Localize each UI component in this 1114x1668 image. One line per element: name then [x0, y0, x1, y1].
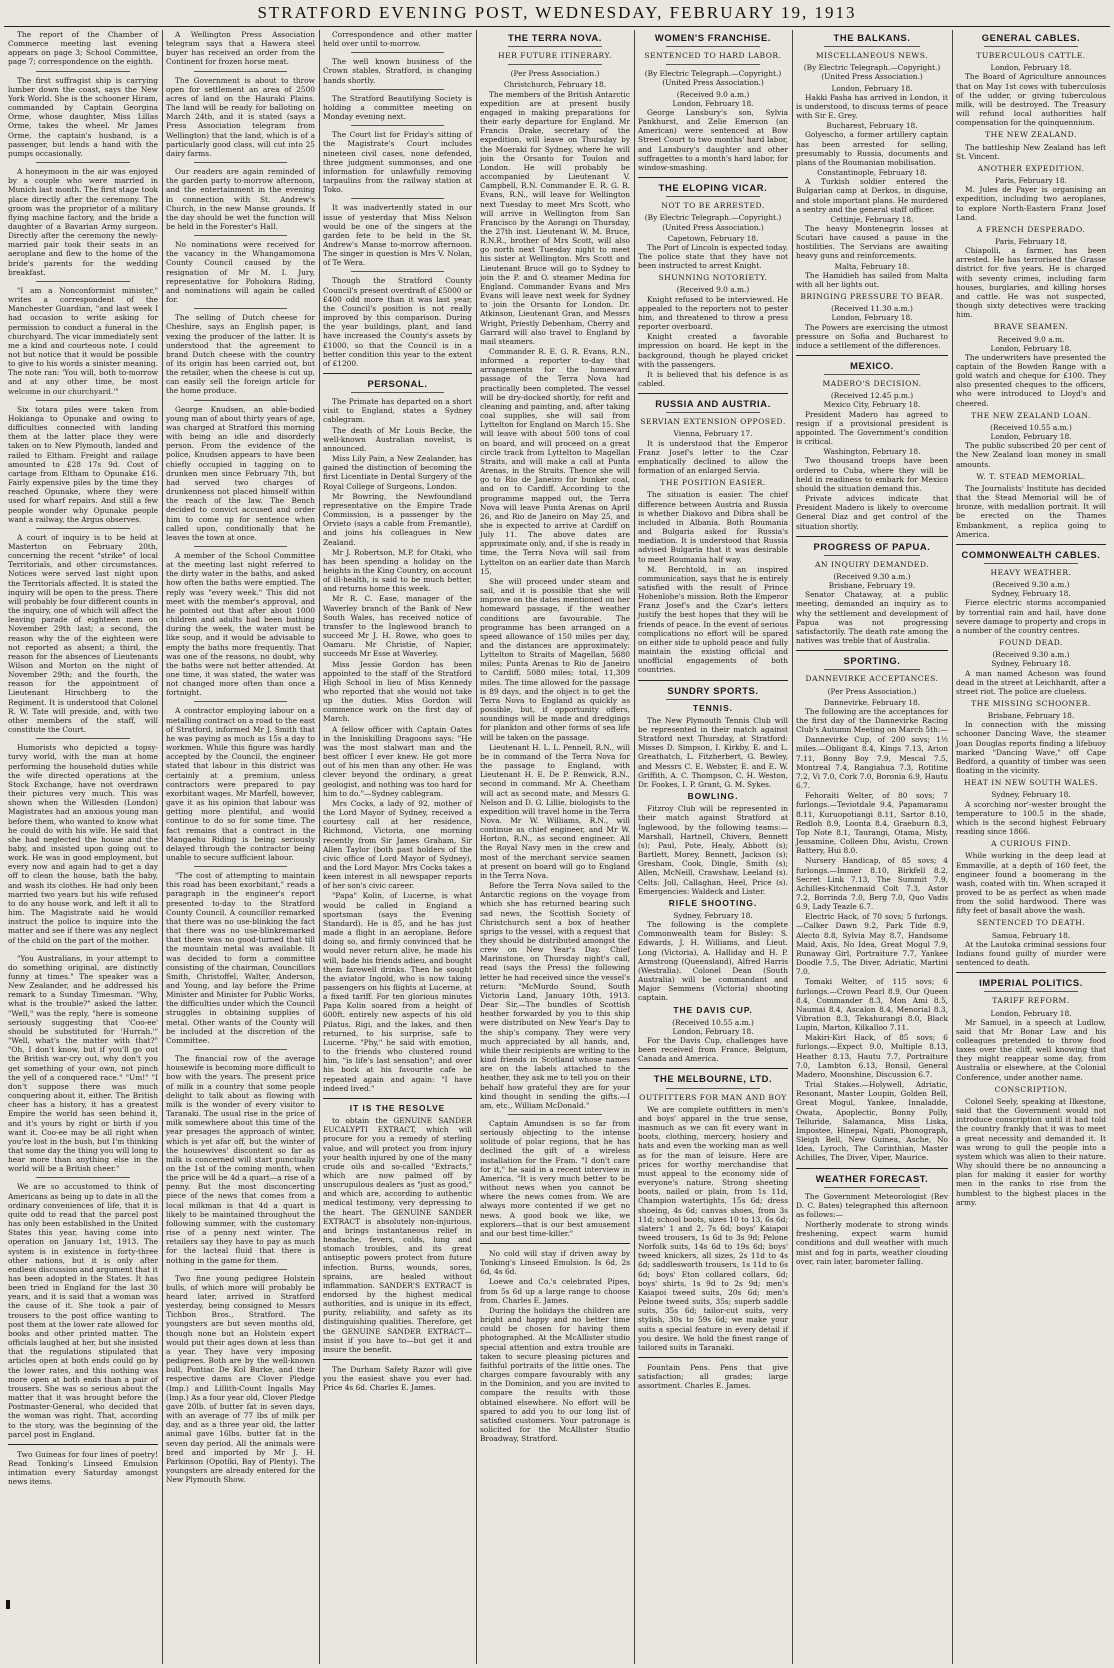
subheading: SERVIAN EXTENSION OPPOSED. — [640, 417, 786, 427]
subheading: A FRENCH DESPERADO. — [976, 224, 1086, 234]
paragraph: Humorists who depicted a topsy-turvy world, with the man at home performing the household duties while the wife directed operations at the Stock Exchange, have not overdrawn their pictures very much. This was shown when the Willesden (London) Magistrates had an anxious young man before them, who wanted to know what he could do with his wife. He said that she had neglected the house and the baby, and insisted upon going out to work. He was in good employment, but every now and again had to get a day off to clean the house, bath the baby, and wash its clothes. He had only been married two years but his wife refused to do any house work, and left it all to him. The Magistrate said he would instruct the police to inquire into the matter and see if there was any neglect of the child on the part of the mother. — [8, 743, 158, 945]
dateline: (Received 10.55 a.m.) — [672, 1017, 754, 1027]
dateline: Mexico City, February 18. — [823, 400, 921, 410]
short-rule — [508, 1114, 602, 1115]
paragraph: Two Guineas for four lines of poetry! Read Tonking's Linseed Emulsion intimation every Saturday amongst news items. — [8, 1449, 158, 1487]
paragraph: Knight created a favorable impression on board. He kept in the background, though he played cricket with the passengers. — [638, 332, 788, 369]
paragraph: In connection with the missing schooner Dancing Wave, the steamer Joan Douglas reports finding a lifebuoy marked "Dancing Wave," off Cape Bedford, a quantity of timber was seen floating in the vicinity. — [956, 720, 1106, 776]
section-rule — [956, 972, 1106, 973]
short-rule — [824, 555, 920, 556]
credit-line: (By Electric Telegraph.—Copyright.) (United Press Association.) — [803, 63, 941, 82]
subheading: NOT TO BE ARRESTED. — [661, 201, 765, 211]
dateline: London, February 18. — [831, 313, 913, 323]
section-rule — [638, 177, 788, 178]
dateline: Dannevirke, February 18. — [823, 697, 921, 707]
paragraph: Captain Amundsen is so far from seriously objecting to the intense solitude of polar regions, that he has declined the gift of a wireless installation for the Fram. "I don't care for it," he said in a recent interview in America. "It is very much better to be without news when you cannot be where the news comes from. We are always more contented if we get no news. A good book we like, we explorers—that is our best amusement and our best time-killer." — [480, 1118, 630, 1238]
short-rule — [508, 46, 602, 47]
dateline: Washington, February 18. — [823, 447, 921, 457]
dateline: Received 9.0 a.m. — [997, 334, 1065, 344]
paragraph: The selling of Dutch cheese for Cheshire, says an English paper, is vexing the producer of the latter. It is understood that the agreement to brand Dutch cheese with the country of its origin has been carried out, but the retailer, when the cheese is cut up, can easily sell the foreign article for the home produce. — [166, 313, 315, 396]
paragraph: Private advices indicate that President Madero is likely to overcome General Diaz and get control of the situation shortly. — [796, 494, 948, 531]
dateline: Sydney, February 18. — [991, 790, 1071, 800]
section-rule — [323, 1359, 472, 1360]
paragraph: Lieutenant H. L. L. Pennell, R.N., will be in command of the Terra Nova for the passage to England, with Lieutenant H. E. De P. Renwick, R.N., second in command. Mr A. Cheetham will act as second mate, and Messrs G. Nelson and D. G. Lillie, biologists to the expedition will travel home in the Terra Nova. Mr W. Williams, R.N., will continue as chief engineer, and Mr W. Horton, R.N., as second engineer. All the Royal Navy men in the crew and most of the merchant service seamen at present on board will go to England in the Terra Nova. — [480, 742, 630, 880]
section-rule — [638, 1068, 788, 1069]
dateline: Cettinje, February 18. — [830, 214, 914, 224]
paragraph: The Board of Agriculture announces that on May 1st cows with tuberculosis of the udder, or giving tuberculous milk, will be destroyed. The Treasury will refund local authorities half compensation for the quinquennium. — [956, 72, 1106, 128]
dateline: London, February 18. — [990, 1008, 1072, 1018]
paragraph: Chiapolli, a farmer, has been arrested. He has terrorised the Grasse district for five years. He is charged with seventy crimes, including farm houses, burglaries, and killing horses and cattle. He was not suspected, though sixty detectives were tracking him. — [956, 246, 1106, 320]
paragraph: George Lansbury's son, Sylvia Pankhurst, and Zelie Emerson (an American) were sentenced at Bow Street Court to two months' hard labor, and Lansbury's daughter and other suffragettes to a month's hard labor, for window-smashing. — [638, 107, 788, 172]
short-rule — [194, 162, 287, 163]
column-6 — [792, 30, 952, 1664]
subheading: AN INQUIRY DEMANDED. — [814, 559, 930, 569]
paragraph: We are so accustomed to think of Americans as being up to date in all the ordinary conveniences of life, that it is quite odd to read that the parcel post has only been established in the United States this year, having come into operation on January 1st, 1913. The system is in existence in forty-three other nations, but it is only after endless discussion and argument that it has been adopted in the States. It has been tried in England for the last 30 years, and it is said that a woman was the cause of it. She took a pair of trousers to the post office wanting to post them at the lower rate allowed for books and other printed matter. The officials laughed at her, but she insisted that the regulations stipulated that articles open at both ends could go by the lower rates, and this nothing was more open at both ends than a pair of trousers. She was so serious about the matter that it was brought before the Postmaster-General, who decided that the woman was right. That, according to the story, was the beginning of the parcel post in England. — [8, 1182, 158, 1439]
paragraph: Mr R. C. Ease, manager of the Waverley branch of the Bank of New South Wales, has received notice of transfer to the Inglewood branch to succeed Mr J. H. Rowe, who goes to Oamaru. Mr Christie, of Napier, succeeds Mr Esse at Waverley. — [323, 594, 472, 659]
paragraph: It is understood that the Emperor Franz Josef's letter to the Czar emphatically declined to allow the formation of an enlarged Servia. — [638, 438, 788, 476]
short-rule — [351, 89, 444, 90]
dateline: Paris, February 18. — [995, 236, 1067, 246]
short-rule — [824, 1187, 920, 1188]
paragraph: The Hamidieh has sailed from Malta with all her lights out. — [796, 270, 948, 289]
paragraph: Trial Stakes.—Holywell, Adriatic, Resonant, Master Loupin, Golden Bell, Great Mogul, Yankee, Innaladde, Owata, Apoplectic, Bonny Polly, Telluride, Salamanca, Miss Liska, Impostee, Hinepai, Ngati, Phonograph, Sleigh Bell, New Guinea, Asche, No Idea, Lyroch, The Corinthian, Master Achilles, The Diver, Viper, Maurice. — [796, 1080, 948, 1163]
paragraph: The Primate has departed on a short visit to England, states a Sydney cablegram. — [323, 397, 472, 425]
paragraph: During the holidays the children are bright and happy and no better time could be chosen for having them photographed. At the McAllister studio special attention and extra trouble are taken to secure pleasing pictures and faithful portraits of the little ones. The charges compare favourably with any in the Dominion, and you are invited to compare the results with those obtained elsewhere. No effort will be spared to add you to our long list of satisfied customers. Your patronage is solicited for the McAllister Studio Broadway, Stratford. — [480, 1305, 630, 1444]
paragraph: The following are the acceptances for the first day of the Dannevirke Racing Club's Autumn Meeting on March 5th:— — [796, 706, 948, 735]
dateline: (Received 10.55 a.m.) — [990, 422, 1072, 432]
paragraph: The Government is about to throw open for settlement an area of 2500 acres of land on the Hauraki Plains. The land will be ready for balloting on March 24th, and it is stated (says a Press Association telegram from Wellington) that the land, which is of a particularly good class, will cut into 25 dairy farms. — [166, 75, 315, 158]
paragraph: Nursery Handicap, of 85 sovs; 4 furlongs.—Immer 8.10, Birkfell 8.2, Secret Link 7.13, The Summit 7.9, Achilles-Kitchenmaid Colt 7.3, Astor 7.2, Borrinda 7.0, Berg 7.0, Quo Vadis 6.9, Lady Teazle 6.7. — [796, 856, 948, 912]
subheading: MISCELLANEOUS NEWS. — [815, 51, 929, 61]
short-rule — [194, 308, 287, 309]
short-rule — [194, 546, 287, 547]
section-rule — [796, 355, 948, 356]
paragraph: The Port of Lincoln is expected today. The police state that they have not been instructed to arrest Knight. — [638, 242, 788, 271]
section-heading: MEXICO. — [850, 360, 894, 371]
section-heading: THE MELBOURNE, LTD. — [653, 1073, 773, 1085]
paragraph: The New Plymouth Tennis Club will be represented in their match against Stratford next Thursday, at Stratford: Misses D. Simpson, I. Kirkby, E. and L. Greathatch, L. Fitzherbert, G. Bewley, and Messrs C. E. Webster, E. and E. W. Griffith, A. C. Thompson, C. H. Weston, Dr. Fookes, I. P. Grant, G. M. Sykes. — [638, 715, 788, 789]
dateline: Brisbane, February 19. — [828, 581, 916, 591]
short-rule — [508, 64, 602, 65]
paragraph: Fountain Pens. Pens that give satisfaction; all grades; large assortment. Charles E. James. — [638, 1363, 788, 1391]
short-rule — [351, 52, 444, 53]
paragraph: Electric Hack, of 70 sovs; 5 furlongs.—Calker Dawn 9.2, Park Tide 8.9, Alecto 8.8, Sylvia May 8.7, Handsome Maid, Axis, No Idea, Great Mogul 7.9, Runaway Girl, Portraiture 7.7, Yankee Doodle 7.5, The Diver, Adriatic, Martini 7.0. — [796, 912, 948, 977]
paragraph: Knight refused to be interviewed. He appealed to the reporters not to pester him, and threatened to throw a press reporter overboard. — [638, 294, 788, 332]
paragraph: While working in the deep lead at Emmaville, at a depth of 160 feet, the engineer found a boomerang in the wash, coated with tin. When scraped it proved to be as perfect as when made from the solid hardwood. There was fifty feet of basalt above the wash. — [956, 851, 1106, 916]
short-rule — [194, 235, 287, 236]
short-rule — [824, 46, 920, 47]
columns — [4, 30, 1110, 1664]
paragraph: At the Lautoka criminal sessions four Indians found guilty of murder were sentenced to death. — [956, 939, 1106, 968]
paragraph: A man named Acheson was found dead in the street at Leichhardt, after a street riot. The police are clueless. — [956, 668, 1106, 696]
short-rule — [351, 198, 444, 199]
short-rule — [36, 738, 130, 739]
dateline: Paris, February 18. — [995, 176, 1067, 186]
short-rule — [194, 1049, 287, 1050]
paragraph: No cold will stay if driven away by Tonking's Linseed Emulsion. Is 6d, 2s 6d, 4s 6d. — [480, 1249, 630, 1277]
paragraph: Miss Lily Pain, a New Zealander, has gained the distinction of becoming the first Licentiate in Dental Surgery of the Royal College of Surgeons, London. — [323, 454, 472, 491]
paragraph: Miss Jessie Gordon has been appointed to the staff of the Stratford High School in lieu of Miss Kennedy who reported that she would not take up the duties. Miss Gordon will commence work on the first day of March. — [323, 659, 472, 724]
paragraph: The financial row of the average housewife is becoming more difficult to bow with the years. The present price of milk in a country that some people delight to talk about as flowing with milk is the wonder of every visitor to Taranaki. The usual rise in the price of milk somewhere about this time of the year presages the approach of winter, which is yet afar off, but the winter of the housewives' discontent so far as milk is concerned will start punctually on the 1st of the coming month, when the price will be 4d a quart—a rise of a penny. But the most disconcerting piece of the news that comes from a local milkman is that 4d a quart is likely to be maintained throughout the following summer, with the customary rise of a penny next winter. The retailers say they have to pay as much for the lacteal fluid that there is nothing in the game for them. — [166, 1054, 315, 1265]
paragraph: to obtain the GENUINE SANDER EUCALYPTI EXTRACT, which will procure for you a remedy of sterling value, and will protect you from injury your health injured by one of the many crude oils and so-called "Extracts," which are now palmed off by unscrupulous dealers as "just as good," and which are, according to authentic medical testimony, very depressing to the heart. The GENUINE SANDER EXTRACT is absolutely non-injurious, and brings instantaneous relief in headache, fevers, colds, lung and stomach troubles, and its great antiseptic powers protect from future infection. Burns, wounds, sores, sprains, are healed without inflammation. SANDER'S EXTRACT is endorsed by the highest medical authorities, and is unique in its effect, purity, reliability, and safety as its distinguishing qualities. Therefore, get the GENUINE SANDER EXTRACT—insist if you have to—but get it and insure the benefit. — [323, 1116, 472, 1354]
paragraph: Mr Bowring, the Newfoundland representative on the Empire Trade Commission, is a passenger by the Orvieto (says a cable from Fremantle), and joins his colleagues in New Zealand. — [323, 491, 472, 547]
short-rule — [194, 866, 287, 867]
advert-heading: THE DAVIS CUP. — [673, 1004, 753, 1015]
paragraph: The Stratford Beautifying Society is holding a committee meeting on Monday evening next. — [323, 93, 472, 122]
paragraph: "Papa" Kolin, of Lucerne, is what would be called in England a sportsman (says the Evening Standard). He is 85, and he has just made a flight in an aeroplane. Before doing so, and firmly convinced that he would never return alive, he made his will, bade his friends adieu, and bought them farewell drinks. Then he sought the aviator Ingold, who is now taking passengers on his flights at Lucerne, at a fixed tariff. For ten glorious minutes Papa Kolin soared from a height of 600ft. entirely new aspects of his old Pilatus, Rigi, and the lakes, and then returned, to his surprise, safe to Lucerne. "Phy," he said with emotion, to the friends who clustered round him, "is life's last sensation"; and over his bock at his favourite cafe he repeated again and again: "I have indeed lived." — [323, 891, 472, 1093]
paragraph: Loewe and Co.'s celebrated Pipes, from 5s 6d up a large range to choose from. Charles E. James. — [480, 1277, 630, 1305]
dateline: Malta, February 18. — [834, 261, 910, 271]
dateline: London, February 18. — [672, 98, 754, 108]
paragraph: Mr J. Robertson, M.P. for Otaki, who has been spending a holiday on the heights in the King Country, on account of ill-health, is said to be much better, and returns home this week. — [323, 547, 472, 594]
paragraph: Colonel Seely, speaking at Ilkestone, said that the Government would not introduce conscription until it had told the country frankly that it was to meet a great necessity and demanded it. It was wrong to gull the people into a system which was alien to their nature. Why should there be no announcing a plan for making it easier for worthy men in the ranks to rise from the humblest to the highest places in the army. — [956, 1096, 1106, 1207]
paragraph: Before the Terra Nova sailed to the Antarctic regions on the voyage from which she has returned bearing such sad news, the Scottish Society of Christchurch sent a box of heather sprigs to the vessel, with a request that they should be distributed amongst the crew on New Year's Day. Chief Marinstone, on Thursday night's call, read (says the Press) the following letter he had received since the vessel's return: "McMurdo Sound, South Victoria Land, January 10th, 1913. Dear Sir,—The bundles of Scottish heather forwarded by you to this ship were distributed on New Year's Day to the ship's company. They were very much appreciated by all hands, and, while their recipients are writing to the kind friends in Scotland whose names are on the labels attached to the heather, they ask me to tell you on their behalf how grateful they are for your kind thought in sending the gifts.—I am, etc., William McDonald." — [480, 881, 631, 1110]
dateline: (Received 12.45 p.m.) — [830, 391, 914, 401]
dateline: (Received 9.0 a.m.) — [676, 89, 750, 99]
dateline: Christchurch, February 18. — [503, 80, 607, 90]
subheading: HEAVY WEATHER. — [990, 567, 1072, 577]
paragraph: A contractor employing labour on a metalling contract on a road to the east of Stratford, informed Mr J. Smith that he was paying as much as 15s a day to workmen. While this figure was hardly accepted by the Council, the engineer stated that labour in this district was certainly at a premium, unless contractors were prepared to pay exorbitant wages. Mr Marfell, however, gave it as his opinion that labour was getting more plentiful, and would continue to do so for some time. The fact remains that a contract in the Mangaehu Riding is being seriously delayed through the contractor being unable to secure sufficient labour. — [166, 706, 315, 862]
paragraph: Senator Chataway, at a public meeting, demanded an inquiry as to why the settlement and development of Papua was not progressing satisfactorily. The death rate among the natives was treble that of Australia. — [796, 590, 948, 646]
short-rule — [36, 162, 130, 163]
section-heading: WEATHER FORECAST. — [815, 1172, 929, 1184]
subheading: A CURIOUS FIND. — [991, 839, 1071, 849]
dateline: London, February 18. — [831, 83, 913, 93]
paragraph: "You Australians, in your attempt to do something original, are distinctly funny at times." The speaker was a New Zealander, and he addressed his remark to a Sunday Timesman. "Why, what is the trouble?" asked the latter. "Well," was the reply, "here is someone seriously suggesting that 'Coo-ee' should be substituted for 'Hurrah.'" "Well, what's the matter with that?" "Oh, I don't know, but if you'll go out the British war-cry out, why don't you get something of your own, not pinch the yell of a conquered race." "Um!" "I don't suppose there was much conquering about it, either. The British cheer has a history, it has a greatest Empire the world has seen behind it, and it's yours by right or birth if you want it. Coo-ee may be all right when you're lost in the bush, but I'm thinking that some day the thing you will long to hear more than anything else in the world will be a British cheer." — [8, 953, 158, 1174]
paragraph: The Journalists' Institute has decided that the Stead Memorial will be of bronze, with medallion portrait. It will be erected on the Thames Embankment, a replica going to America. — [956, 483, 1106, 539]
short-rule — [194, 71, 287, 72]
paragraph: The battleship New Zealand has left St. Vincent. — [956, 142, 1106, 161]
short-rule — [824, 669, 920, 670]
section-heading: THE BALKANS. — [833, 32, 911, 43]
short-rule — [194, 1269, 287, 1270]
section-rule — [323, 373, 472, 374]
dateline: Capetown, February 18. — [667, 233, 759, 243]
section-heading: COMMONWEALTH CABLES. — [961, 548, 1101, 560]
paragraph: Correspondence and other matter held over until to-morrow. — [323, 30, 472, 49]
paragraph: President Madero has agreed to resign if a provisional president is appointed. The Government's condition is critical. — [796, 409, 948, 447]
section-heading: GENERAL CABLES. — [981, 32, 1081, 43]
dateline: Sydney, February 18. — [673, 910, 753, 920]
short-rule — [984, 991, 1078, 992]
paragraph: A honeymoon in the air was enjoyed by a couple who were married in Munich last month. The first stage took place directly after the ceremony. The groom was the proprietor of a military flying machine factory, and the bride a daughter of a Bavarian Army surgeon. Directly after the ceremony the newly-married pair took their seats in an aeroplane and flew to the home of the bride's parents for the wedding breakfast. — [8, 167, 158, 277]
section-rule — [638, 1357, 788, 1358]
subheading: THE MISSING SCHOONER. — [971, 699, 1091, 708]
paragraph: The following is the complete Commonwealth team for Bisley: S. Edwards, J. H. Williams, and Lieut. Long (Victoria), A. Halliday and H. P. Armstrong (Queensland), Alfred Harris (Westralia). Colonel Dean (South Australia) will be commandant and Major Semmens (Victoria) shooting captain. — [638, 920, 788, 1003]
subheading: HEAT IN NEW SOUTH WALES. — [964, 778, 1098, 788]
paragraph: Golyescho, a former artillery captain has been arrested for selling, presumably to Russia, documents and plans of the Roumanian mobilisation. — [796, 130, 948, 167]
paragraph: The well known business of the Crown stables, Stratford, is changing hands shortly. — [323, 57, 472, 85]
section-heading: THE ELOPING VICAR. — [658, 182, 768, 194]
dateline: Sydney, February 18. — [991, 659, 1071, 669]
masthead-rule — [4, 26, 1110, 27]
short-rule — [666, 699, 760, 700]
section-rule — [796, 1168, 948, 1169]
paragraph: "The cost of attempting to maintain this road has been exorbitant," reads a paragraph in the engineer's report presented to-day to the Stratford County Council. A councillor remarked that there was no use-blinking the fact that there was no use-blinkremarked that there was no good-turned that till the mountain metal was available. It was decided to form a committee consisting of the chairman, Councillors Smith, Christoffel, Walter, Anderson, and Young, and lay before the Prime Minister and Minister for Public Works, the difficulties under which the Council struggles in obtaining supplies of metal. Other wants of the County will be included at the discretion of the Committee. — [166, 871, 315, 1045]
subheading: DANNEVIRKE ACCEPTANCES. — [805, 674, 939, 684]
paragraph: We are complete outfitters in men's and boys' apparel in the true sense, inasmuch as we can fit every want in boots, clothing, mercery, hosiery and hats and even the working man as well as for the man of leisure. Here are prices for worthy merchandise that must appeal to the economy side of everyone's nature. Strong sheeting boots, nailed or plain, from 1s 11d, Champion watertights, 15s 6d; dress shoeing, 4s 6d; canvas shoes, from 3s 11d; school boots, sizes 10 to 13, 6s 6d; slaters' 1 and 2, 7s 6d; boys' Kaiapoi tweed trousers, 1s 6d to 3s 9d; Pelone Norfolk suits, 14s 6d to 19s 6d; boys' tweed knickers, all sizes, 2s 11d to 4s 6d; saddlesworth trousers, 1s 11d to 6s 6d; boys' Eton collared collars, 6d; boys' shirts, 1s 9d to 2s 9d; men's Kaiapoi tweed suits, 20s 6d; men's Pelone tweed suits, 35s; superb saddle suits, 35s 6d; tailor-cut suits, very stylish, 30s to 59s 6d; we make your suits a special feature in every detail if you desire. We hold the finest range of tailored suits in Taranaki. — [638, 1104, 788, 1352]
short-rule — [666, 196, 760, 197]
short-rule — [351, 125, 444, 126]
section-rule — [8, 1444, 158, 1445]
section-rule — [796, 650, 948, 651]
short-rule — [36, 400, 130, 401]
paragraph: The first suffragist ship is carrying lumber down the coast, says the New York World. She is the schooner Hiram, commanded by Captain Georgina Orme, whose daughter, Miss Lillas Orme, takes the wheel. Mr James Orme, the captain's husband, is a passenger, but lends a hand with the pumps occasionally. — [8, 75, 158, 158]
paragraph: The members of the British Antarctic expedition are at present busily engaged in making preparations for their early departure for England. Mr Francis Drake, secretary of the expedition, will leave on Thursday by the Moeraki for Sydney, where he will join the Orsanto for Toulon and London. He will probably be accompanied by Lieutenant V. Campbell, R.N. Commander E. R. G. R. Evans, R.N., will leave for Wellington next Tuesday to meet Mrs Scott, who will arrive in Wellington from San Francisco by the Aorangi on Thursday, the 27th inst. Lieutenant W. M. Bruce, R.N.R., brother of Mrs Scott, will also go north next Tuesday night to meet his sister at Wellington. Mrs Scott and Lieutenant Bruce will go to Sydney to join the P. and O. steamer Medina for England. Commander Evans and Mrs Evans will leave next week for Sydney to join the Orsanto for London. Dr. Atkinson, Lieutenant Gran, and Messrs Wright, Priestly Debenham, Cherry and Garrard will also travel to England by mail steamers. — [480, 89, 630, 346]
column-5 — [634, 30, 792, 1664]
paragraph: Fehoraiti Welter, of 80 sovs; 7 furlongs.—Teviotdale 9.4, Papamaramu 8.11, Kuruopotiangi 8.11, Sartor 8.10, Redloh 8.9, Loonta 8.4, Graeburn 8.3, Top Note 8.1, Taurangi, Otama, Misty, Jessamine, Colleen Dhu, Avistu, Crown Battery, Hui 8.0. — [796, 791, 948, 856]
paragraph: Our readers are again reminded of the garden party to-morrow afternoon, and the entertainment in the evening in connection with St. Andrew's Church, in the new Manse grounds. If the day should be wet the function will be held in the Forester's Hall. — [166, 167, 315, 231]
dateline: (Received 9.30 a.m.) — [833, 571, 911, 581]
subheading: ANOTHER EXPEDITION. — [977, 163, 1085, 173]
paragraph: The underwriters have presented the captain of the Bowden Range with a gold watch and cheque for £100. They also presented cheques to the officers, who were introduced to Lloyd's and cheered. — [956, 352, 1106, 408]
paragraph: Six totara piles were taken from Hokianga to Opunake and owing to difficulties connected with landing them at the latter place they were taken on to New Plymouth, landed and railed to Eltham. Freight and railage amounted to £28 17s 9d. Cost of cartage from Eltham to Opunake £16. Fairly expensive piles by the time they reached Opunake, where they were used for wharf repairs. And still a few people wonder why Opunake people want a railway, the Argus observes. — [8, 404, 158, 524]
paragraph: George Knudsen, an able-bodied young man of about thirty years of age, was charged at Stratford this morning with being an idle and disorderly person. From the evidence of the police, Knudsen appears to have been chiefly occupied in tagging on to drunken men since February 7th, but had served two charges of drunkenness not placed himself within the reach of the law. The Bench decided to convict accused and order him to come up for sentence when called upon, conditionally that he leaves the town at once. — [166, 404, 315, 542]
subheading: MADERO'S DECISION. — [822, 379, 922, 389]
subheading: TUBERCULOUS CATTLE. — [976, 51, 1086, 61]
credit-line: (By Electric Telegraph.—Copyright.) (United Press Association.) — [644, 69, 782, 88]
paragraph: Two thousand troops have been ordered to Cuba, where they will be held in readiness to embark for Mexico should the situation demand this. — [796, 456, 948, 493]
paragraph: It was inadvertently stated in our issue of yesterday that Miss Nelson would be one of the singers at the garden fete to be held in the St. Andrew's Manse to-morrow afternoon. The singer in question is Mrs V. Nolan, of Te Wera. — [323, 203, 472, 268]
dateline: Samoa, February 18. — [991, 930, 1071, 940]
short-rule — [36, 281, 130, 282]
dateline: Bucharest, February 18. — [826, 121, 918, 131]
subheading: THE NEW ZEALAND LOAN. — [971, 410, 1091, 420]
column-7 — [952, 30, 1110, 1664]
paragraph: Fierce electric storms accompanied by torrential rain and hail, have done severe damage to property and crops in a number of the country centres. — [956, 598, 1106, 635]
dateline: (Received 9.0 a.m.) — [676, 285, 750, 295]
short-rule — [36, 1177, 130, 1178]
paragraph: She will proceed under steam and sail, and it is possible that she will improve on the dates mentioned on her homeward passage, if the weather conditions are favourable. The programme has been arranged on a speed allowance of 150 miles per day, and the distances are approximately: Lyttelton to Straits of Magellan, 5680 miles; Punta Arenas to Rio de Janeiro to Cardiff, 5080 miles; total, 11,309 miles. The time allowed for the passage is 89 days, and the object is to get the Terra Nova to England as quickly as possible, but, if opportunity offers, soundings will be made and dredgings for plankton and other forms of sea life will be taken on the passage. — [480, 576, 630, 742]
subheading: BRINGING PRESSURE TO BEAR. — [800, 292, 944, 302]
paragraph: The Government Meteorologist (Rev D. C. Bates) telegraphed this afternoon as follows:— — [796, 1191, 948, 1219]
dateline: London, February 18. — [990, 432, 1072, 442]
subheading: FOUND DEAD. — [999, 638, 1063, 648]
section-heading: RUSSIA AND AUSTRIA. — [655, 398, 771, 410]
paragraph: Mr Samuel, in a speech at Ludlow, said that Mr Bonar Law and his colleagues pretended to throw food taxes over the cliff, well knowing that they might reappear some day, from Australia or elsewhere, at the Colonial Conference, under another name. — [956, 1017, 1106, 1082]
dateline: London, February 18. — [672, 1026, 754, 1036]
paragraph: A fellow officer with Captain Oates in the Inniskilling Dragoons says: "He was the most stalwart man and the best officer I ever knew. He got more out of his men than any other. He was clever beyond the ordinary, a great geologist, and nothing was too hard for him to do."—Sydney cablegram. — [323, 724, 472, 798]
subheading: THE NEW ZEALAND. — [985, 130, 1077, 140]
paragraph: "I am a Nonconformist minister," writes a correspondent of the Manchester Guardian, "and last week I had occasion to write asking for permission to conduct a funeral in the churchyard. The vicar immediately sent me a kind and courteous note. I could not but notice that it would be possible to give to his words a sinister meaning. The note ran: 'You will, both to-morrow and at any other time, be most welcome in our churchyard.'" — [8, 285, 158, 396]
subheading: SHUNNING NOTORIETY. — [658, 273, 768, 283]
subheading: SENTENCED TO HARD LABOR. — [644, 51, 782, 61]
paragraph: Hakki Pasha has arrived in London, it is understood, to discuss terms of peace with Sir E. Grey. — [796, 92, 948, 121]
paragraph: The situation is easier. The chief difference between Austria and Russia is whether Diakovo and Dibra shall be included in Albania. Both Roumania and Bulgaria asked for Russia's mediation. It is understood that Russia advised Bulgaria that it was desirable to meet Roumania half way. — [638, 490, 788, 564]
paragraph: A member of the School Committee at the meeting last night referred to the dirty water in the baths, and asked how often the baths were emptied. The reply was "every week." This did not meet with the member's approval, and he pointed out that after about 1000 children and adults had been bathing during the week, the water must be like soup, and it would be advisable to empty the baths more frequently. That was one of the reasons, no doubt, why the baths were not better attended. At one time, it was stated, the water was not changed more often than once a fortnight. — [166, 550, 315, 698]
paragraph: The heavy Montenegrin losses at Scutari have caused a pause in the hostilities. The Servians are awaiting heavy guns and reinforcements. — [796, 223, 948, 261]
short-rule — [824, 374, 920, 375]
section-heading: THE TERRA NOVA. — [508, 32, 602, 43]
subheading: THE POSITION EASIER. — [660, 478, 766, 488]
column-2 — [162, 30, 319, 1664]
paragraph: A court of inquiry is to be held at Masterton on February 20th, concerning the recent "strike" of local Territorials, and other circumstances. Notices were served last night upon the Territorials affected. It is stated the inquiry will be open to the press. There will probably be four different counts in the inquiry, one of which will affect the leaving parade of eighteen men on November 29th last; a second, the reason why the of the eighteen were not reported as absent; a third, the reason for the absences of Lieutenants Wilson and Morton on the night of November 29th; and the fourth, the reason for the appointment of Lieutenant Hirschberg to the Regiment. It is understood that Colonel R. W. Tate will preside, and, with two other members of the staff, will constitute the Court. — [8, 532, 158, 735]
dateline: (Received 9.30 a.m.) — [992, 650, 1070, 660]
short-rule — [984, 563, 1078, 564]
short-rule — [36, 528, 130, 529]
short-rule — [666, 412, 760, 413]
advert-heading: BOWLING. — [687, 791, 739, 802]
section-heading: SUNDRY SPORTS. — [667, 684, 759, 696]
section-heading: SPORTING. — [843, 655, 901, 667]
paragraph: Two fine young pedigree Holstein bulls, of which more will probably be heard later, arrived in Stratford yesterday, being consigned to Messrs Tichbon Bros., Stratford. The youngsters are but seven months old, though none but an Holstein expert would put their ages down at less than a year. They have very imposing pedigrees. Both are by the well-known bull, Pontiac De Kol Burke, and their respective dams are Clover Pledge (Imp.) and Lillith-Count Ingalls May (Imp.) As a four year old, Clover Pledge gave 20lb. of butter fat in seven days, with an average of 77 lbs of milk per day, and as a three year old, the latter animal gave 16lbs. butter fat in the seven day period. All the animals were bred and imported by Mr J. H. Parkinson (Opotiki, Bay of Plenty). The youngsters are already entered for the New Plymouth Show. — [166, 1273, 315, 1485]
short-rule — [36, 949, 130, 950]
subheading: TARIFF REFORM. — [992, 996, 1070, 1006]
subheading: W. T. STEAD MEMORIAL. — [976, 471, 1086, 481]
paragraph: Mrs Cocks, a lady of 92, mother of the Lord Mayor of Sydney, received a courtesy call at her residence, Richmond, Victoria, one morning recently from Sir James Graham, Sir Allen Taylor (both past holders of the civic office of Lord Mayor of Sydney), and the Lord Mayor. Mrs Cocks takes a keen interest in all newspaper reports of her son's civic career. — [323, 798, 472, 891]
section-heading: PROGRESS OF PAPUA. — [813, 540, 931, 552]
paragraph: The public subscribed 20 per cent of the New Zealand loan money in small amounts. — [956, 441, 1106, 469]
dateline: Brisbane, February 18. — [987, 711, 1075, 721]
paragraph: It is believed that his defence is as cabled. — [638, 369, 788, 388]
short-rule — [351, 271, 444, 272]
paragraph: For the Davis Cup, challenges have been received from France, Belgium, Canada and America. — [638, 1036, 788, 1064]
subheading: OUTFITTERS FOR MAN AND BOY — [639, 1092, 787, 1102]
subheading: SENTENCED TO DEATH. — [976, 918, 1086, 928]
credit-line: (Per Press Association.) — [510, 69, 600, 79]
dateline: Constantinople, February 18. — [817, 168, 927, 178]
column-1 — [4, 30, 162, 1664]
section-heading: WOMEN'S FRANCHISE. — [654, 32, 772, 43]
paragraph: Dannevirke Cup, of 200 sovs; 1½ miles.—Obligant 8.4, Kings 7.13, Arion 7.11, Bonny Boy 7.9, Mescal 7.5, Montreal 7.4, Rangiahua 7.3, Rotitine 7.2, Vi 7.0, Cork 7.0, Boronia 6.9, Hautu 6.7. — [796, 735, 948, 791]
subheading: HER FUTURE ITINERARY. — [498, 51, 612, 61]
column-3 — [319, 30, 476, 1664]
dateline: Vienna, February 17. — [673, 429, 753, 439]
section-heading: PERSONAL. — [367, 378, 428, 389]
paragraph: A Turkish soldier entered the Bulgarian camp at Derkos, in disguise, and stole important plans. He murdered a sentry and the general staff officer. — [796, 177, 948, 214]
dateline: (Received 9.30 a.m.) — [992, 580, 1070, 590]
section-rule — [480, 1243, 630, 1244]
ink-mark — [6, 1600, 10, 1609]
section-rule — [638, 680, 788, 681]
short-rule — [666, 46, 760, 47]
section-rule — [638, 393, 788, 394]
paragraph: Though the Stratford County Council's present overdraft of £5000 or £400 odd more than it was last year, the Council's position is not really improved by this comparison. During the year buildings, plant, and land have increased the County's assets by £1000, so that the Council is in a better condition this year to the extent of £1200. — [323, 276, 472, 368]
credit-line: (Per Press Association.) — [827, 686, 917, 696]
advert-heading: RIFLE SHOOTING. — [668, 897, 758, 908]
short-rule — [666, 1088, 760, 1089]
advert-heading: IT IS THE RESOLVE — [349, 1102, 446, 1113]
short-rule — [984, 46, 1078, 47]
section-rule — [796, 536, 948, 537]
dateline: Sydney, February 18. — [991, 589, 1071, 599]
paragraph: The Powers are exercising the utmost pressure on Sofia and Bucharest to induce a settlement of the differences. — [796, 322, 948, 350]
advert-heading: TENNIS. — [692, 702, 734, 713]
dateline: London, February 18. — [990, 343, 1072, 353]
paragraph: M. Jules de Payer is organising an expedition, including two aeroplanes, to explore North-Eastern Franz Josef Land. — [956, 185, 1106, 222]
section-rule — [323, 1098, 472, 1099]
paragraph: Commander R. E. G. R. Evans, R.N., informed a reporter to-day that arrangements for the homeward passage of the Terra Nova had practically been completed. The vessel will be dry-docked shortly, for refit and cleaning and painting, and, after taking coal supplies, she will sail from Lyttelton for England on March 15. She will leave with about 500 tons of coal on board, and will proceed on a great circle track from Lyttelton to Magellan Straits, and will make a call at Punta Arenas, in the Straits. Thence she will go to Rio de Janeiro for bunker coal, and on to Cardiff. According to the programme mapped out, the Terra Nova will leave Punta Arenas on April 26, and Rio de Janeiro on May 25, and she is expected to arrive at Cardiff on July 11. The above dates are approximate only, and, if she is ready in time, the Terra Nova will sail from Lyttelton on an earlier date than March 15. — [480, 347, 630, 576]
subheading: CONSCRIPTION. — [994, 1084, 1068, 1094]
paragraph: The Durham Safety Razor will give you the easiest shave you ever had. Price 4s 6d. Charles E. James. — [323, 1365, 472, 1393]
paragraph: The Court list for Friday's sitting of the Magistrate's Court includes nineteen civil cases, none defended, three judgment summonses, and one information for unlawfully removing tarpaulins from the railway station at Toko. — [323, 130, 472, 195]
paragraph: The report of the Chamber of Commerce meeting last evening appears on page 3; School Committee, page 7; correspondence on the eighth. — [8, 30, 158, 67]
credit-line: (By Electric Telegraph.—Copyright.) (United Press Association.) — [644, 213, 782, 232]
section-rule — [956, 544, 1106, 545]
paragraph: The death of Mr Louis Becke, the well-known Australian novelist, is announced. — [323, 425, 472, 453]
paragraph: A Wellington Press Association telegram says that a Hawera steel buyer has received an order from the Continent for frozen horse meat. — [166, 30, 315, 67]
short-rule — [194, 701, 287, 702]
dateline: London, February 18. — [990, 63, 1072, 73]
section-heading: IMPERIAL POLITICS. — [979, 977, 1083, 989]
subheading: BRAVE SEAMEN. — [993, 322, 1069, 332]
column-4 — [476, 30, 634, 1664]
dateline: (Received 11.30 a.m.) — [831, 304, 913, 314]
paragraph: Fitzroy Club will be represented in their match against Stratford at Inglewood, by the following teams:—Marshall, Hartnell, Chivers, Bennett (s); Paul, Pote, Healy, Abbott (s); Bartlett, Morey, Bennett, Jackson (s); Gresham, Cook, Dingle, Smith (s); Allen, McNeill, Crawshaw, Leeland (s). Celts: Joll, Callaghan, Heel, Price (s). Emergencies: Waldeck and Lister. — [638, 804, 788, 896]
paragraph: Northerly moderate to strong winds freshening, expect warm humid conditions and dull weather with much mist and fog in parts, weather clouding over, rain later, barometer falling. — [796, 1220, 948, 1266]
short-rule — [351, 392, 444, 393]
masthead: STRATFORD EVENING POST, WEDNESDAY, FEBRUARY 19, 1913 — [257, 3, 857, 22]
paragraph: M. Berchtold, in an inspired communication, says that he is entirely satisfied with the result of Prince Hohenlohe's mission. Both the Emperor Franz Josef's and the Czar's letters justify the best hopes that they will be friends of peace. In the event of serious complications no effort will be spared on either side to uphold peace and fully maintain the existing official and unofficial engagements of both countries. — [638, 564, 788, 675]
paragraph: Tomaki Welter, of 115 sovs; 6 furlongs.—Crown Pearl 8.9, Our Queen 8.4, Commander 8.3, Mon Ami 8.5, Naumai 8.4, Ascalon 8.4, Menorial 8.3, Vibration 8.3, Tekahurangi 8.0, Black Lupin, Marton, Kilkalloo 7.11. — [796, 977, 948, 1033]
short-rule — [666, 64, 760, 65]
paragraph: A scorching nor'-wester brought the temperature to 100.5 in the shade, which is the second highest February reading since 1866. — [956, 799, 1106, 837]
paragraph: Makiri-Kiri Hack, of 85 sovs; 6 furlongs.—Expect 9.0, Multiple 8.13, Heather 8.13, Hautu 7.7, Portraiture 7.0, Lambton 6.13, Bonsil, General Madero, Moonshine, Discussion 6.7. — [796, 1033, 948, 1079]
short-rule — [194, 400, 287, 401]
short-rule — [36, 71, 130, 72]
paragraph: No nominations were received for the vacancy in the Whangamomona County Council caused by the resignation of Mr M. I. Jury, representative for Pohokura Riding, and nominations will again be called for. — [166, 240, 315, 305]
